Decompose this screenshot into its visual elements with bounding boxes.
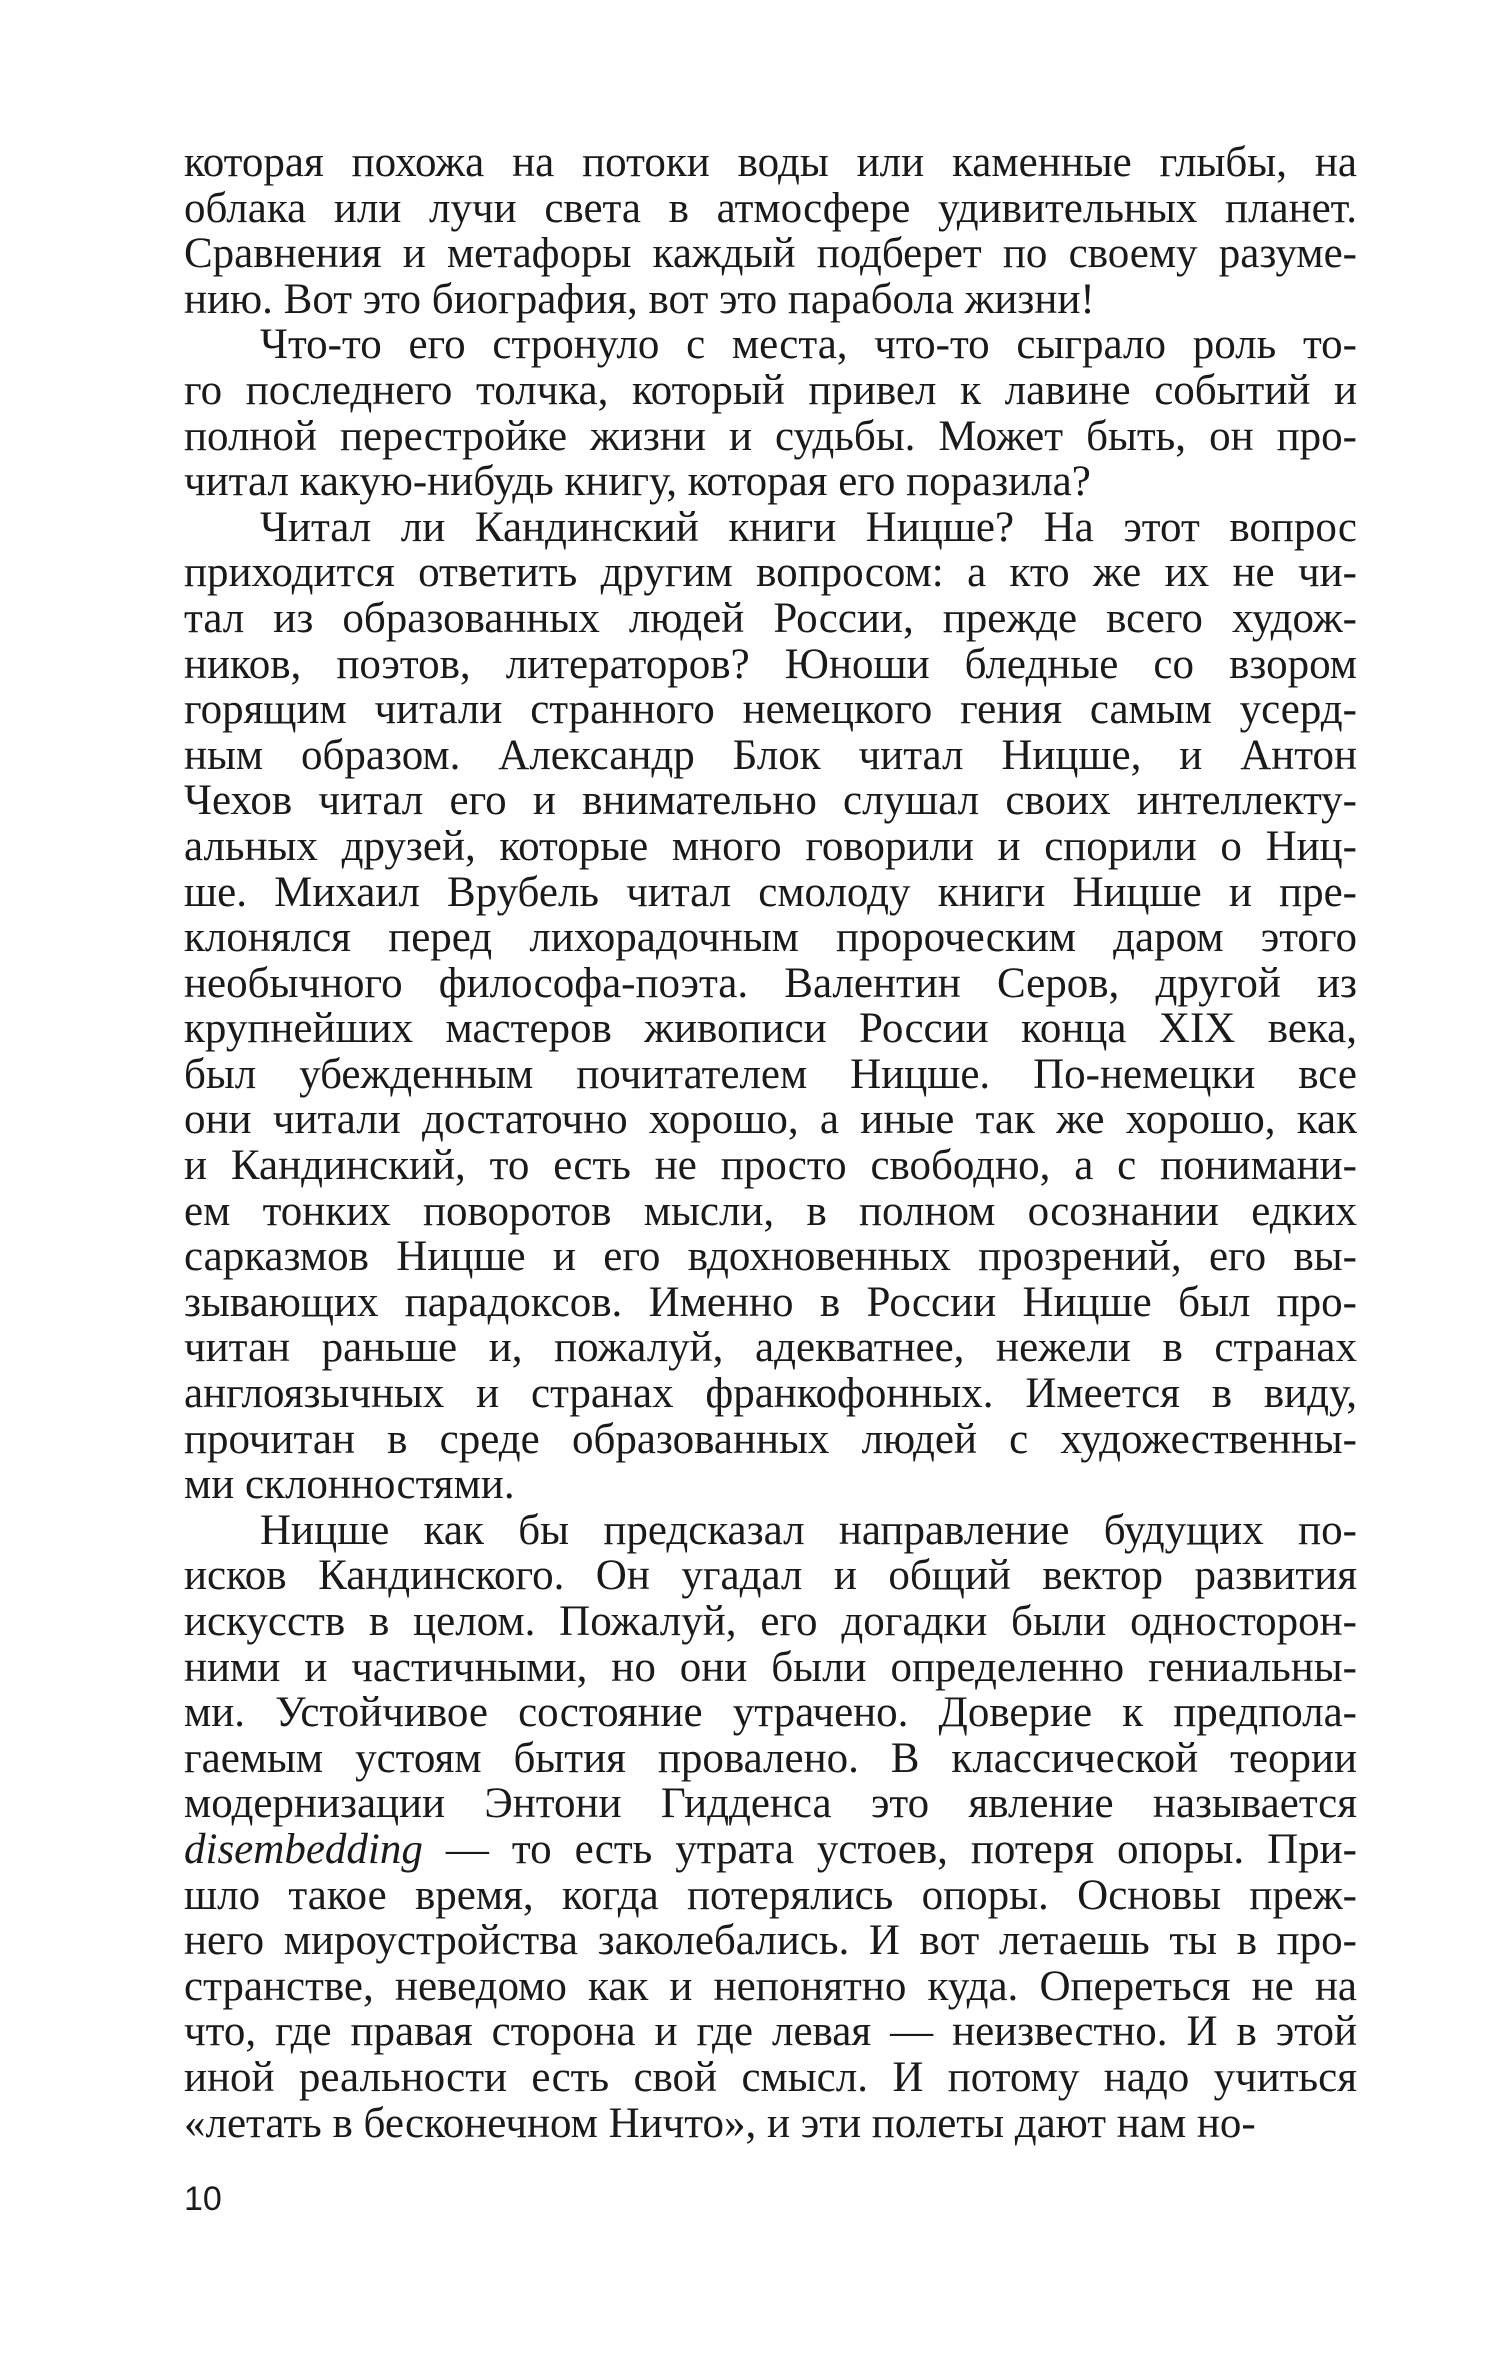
text-line: которая похожа на потоки воды или каменные глыбы, на [184,139,1357,186]
paragraph [184,1508,1357,2146]
text-line: ми склонностями. [184,1461,515,1509]
text-line: англоязычных и странах франкофонных. Имеется в виду, [184,1370,1357,1418]
text-line: зывающих парадоксов. Именно в России Ницше был про- [184,1278,1357,1326]
text-line: читал какую-нибудь книгу, которая его поразила? [184,458,1091,506]
paragraph [184,505,1357,1508]
text-line: облака или лучи света в атмосфере удивительных планет. [184,184,1357,232]
text-line: Ницше как бы предсказал направление будущих по- [260,1506,1357,1554]
text-line: альных друзей, которые много говорили и спорили о Ниц- [184,822,1357,870]
text-line: него мироустройства заколебались. И вот летаешь ты в про- [184,1917,1357,1965]
text-line: они читали достаточно хорошо, а иные так же хорошо, как [184,1096,1357,1144]
italic-term: disembedding [184,1825,423,1873]
text-line: шло такое время, когда потерялись опоры. Основы преж- [184,1871,1357,1919]
text-line: нию. Вот это биография, вот это парабола жизни! [184,275,1095,323]
text-line: ними и частичными, но они были определенно гениальны- [184,1643,1357,1691]
text-line: гаемым устоям бытия провалено. В классической теории [184,1734,1357,1782]
text-line: «летать в бесконечном Ничто», и эти полеты дают нам но- [184,2099,1256,2147]
text-line: ше. Михаил Врубель читал смолоду книги Ницше и пре- [184,868,1357,916]
text-line: был убежденным почитателем Ницше. По-немецки все [184,1050,1357,1098]
paragraph [184,140,1357,322]
text-line: исков Кандинского. Он угадал и общий вектор развития [184,1552,1357,1600]
text-line: горящим читали странного немецкого гения самым усерд- [184,686,1357,734]
text-line: ми. Устойчивое состояние утрачено. Доверие к предпола- [184,1689,1357,1737]
text-line: читан раньше и, пожалуй, адекватнее, нежели в странах [184,1324,1357,1372]
text-line: модернизации Энтони Гидденса это явление называется [184,1780,1357,1828]
text-line: искусств в целом. Пожалуй, его догадки были односторон- [184,1598,1357,1645]
text-line: ников, поэтов, литераторов? Юноши бледные со взором [184,640,1357,688]
text-line: клонялся перед лихорадочным пророческим даром этого [184,914,1357,962]
text-line: го последнего толчка, который привел к лавине событий и [184,366,1357,414]
text-line: Что-то его стронуло с места, что-то сыграло роль то- [260,321,1357,369]
text-line: что, где правая сторона и где левая — неизвестно. И в этой [184,2008,1357,2056]
text-line: disembedding — то есть утрата устоев, потеря опоры. При- [184,1825,1357,1873]
text-line: полной перестройке жизни и судьбы. Может быть, он про- [184,412,1357,460]
text-line: приходится ответить другим вопросом: а кто же их не чи- [184,549,1357,597]
text-line: странстве, неведомо как и непонятно куда. Опереться не на [184,1962,1357,2010]
text-line: и Кандинский, то есть не просто свободно, а с понимани- [184,1142,1357,1190]
text-line: иной реальности есть свой смысл. И потому надо учиться [184,2053,1357,2101]
text-line: необычного философа-поэта. Валентин Серов, другой из [184,959,1357,1007]
text-line: ем тонких поворотов мысли, в полном осознании едких [184,1187,1357,1235]
text-line: Чехов читал его и внимательно слушал своих интеллекту- [184,777,1357,825]
text-line: тал из образованных людей России, прежде всего худож- [184,594,1357,642]
page-number: 10 [184,2180,222,2218]
text-line: Читал ли Кандинский книги Ницше? На этот вопрос [260,503,1357,551]
body-text [184,140,1357,2146]
text-line: прочитан в среде образованных людей с художественны- [184,1415,1357,1463]
text-line: крупнейших мастеров живописи России конца XIX века, [184,1005,1357,1053]
text-line: Сравнения и метафоры каждый подберет по своему разуме- [184,230,1357,278]
paragraph [184,322,1357,504]
text-line: сарказмов Ницше и его вдохновенных прозрений, его вы- [184,1233,1357,1281]
text-line: ным образом. Александр Блок читал Ницше, и Антон [184,731,1357,779]
